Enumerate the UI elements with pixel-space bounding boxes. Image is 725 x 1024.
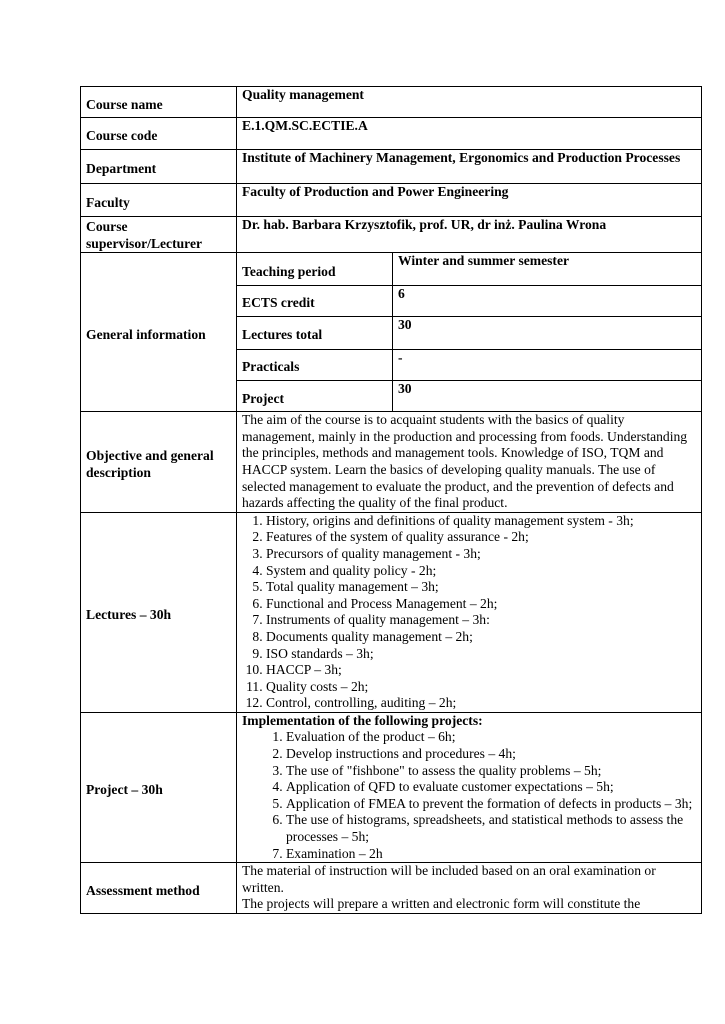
general-row	[237, 349, 701, 380]
row-objective	[81, 412, 702, 513]
project-hours-label: Project	[237, 380, 393, 411]
assessment-text-1: The material of instruction will be included based on an oral examination or written.	[242, 863, 656, 895]
project-heading: Implementation of the following projects:	[242, 712, 483, 728]
general-row	[237, 285, 701, 316]
practicals-value: -	[393, 349, 702, 380]
list-item: 11. Quality costs – 2h;	[266, 679, 696, 696]
row-faculty	[81, 184, 702, 217]
course-name-label: Course name	[81, 87, 237, 118]
general-information-table	[237, 253, 701, 411]
list-item: 6. Functional and Process Management – 2h;	[266, 596, 696, 613]
row-course-name	[81, 87, 702, 118]
general-information-cell	[237, 253, 702, 412]
list-item: 3. Precursors of quality management - 3h;	[266, 546, 696, 563]
practicals-label: Practicals	[237, 349, 393, 380]
ects-credit-value: 6	[393, 285, 702, 316]
list-item: 7. Examination – 2h	[286, 846, 696, 863]
list-item: 2. Features of the system of quality assurance - 2h;	[266, 529, 696, 546]
lectures-total-label: Lectures total	[237, 316, 393, 349]
course-code-label: Course code	[81, 118, 237, 150]
supervisor-value: Dr. hab. Barbara Krzysztofik, prof. UR, dr inż. Paulina Wrona	[237, 217, 702, 253]
general-row	[237, 316, 701, 349]
list-item: 9. ISO standards – 3h;	[266, 646, 696, 663]
row-assessment	[81, 863, 702, 914]
row-course-code	[81, 118, 702, 150]
list-item: 8. Documents quality management – 2h;	[266, 629, 696, 646]
project-list	[242, 729, 696, 862]
lectures-list	[242, 513, 696, 712]
assessment-cell	[237, 863, 702, 914]
lectures-total-value: 30	[393, 316, 702, 349]
assessment-text-2: The projects will prepare a written and electronic form will constitute the	[242, 896, 641, 912]
supervisor-label: Course supervisor/Lecturer	[81, 217, 237, 253]
list-item: 6. The use of histograms, spreadsheets, and statistical methods to assess the processes – 5h;	[286, 812, 696, 845]
lectures-label: Lectures – 30h	[81, 512, 237, 712]
lectures-cell	[237, 512, 702, 712]
list-item: 3. The use of "fishbone" to assess the quality problems – 5h;	[286, 763, 696, 780]
list-item: 4. Application of QFD to evaluate customer expectations – 5h;	[286, 779, 696, 796]
project-cell	[237, 712, 702, 862]
department-value: Institute of Machinery Management, Ergonomics and Production Processes	[237, 150, 702, 184]
objective-label: Objective and general description	[81, 412, 237, 513]
row-supervisor	[81, 217, 702, 253]
list-item: 5. Total quality management – 3h;	[266, 579, 696, 596]
course-code-value: E.1.QM.SC.ECTIE.A	[237, 118, 702, 150]
list-item: 1. Evaluation of the product – 6h;	[286, 729, 696, 746]
faculty-value: Faculty of Production and Power Engineering	[237, 184, 702, 217]
row-lectures	[81, 512, 702, 712]
row-project	[81, 712, 702, 862]
general-information-label: General information	[81, 253, 237, 412]
general-row	[237, 380, 701, 411]
teaching-period-value: Winter and summer semester	[393, 253, 702, 285]
course-name-value: Quality management	[237, 87, 702, 118]
objective-text: The aim of the course is to acquaint students with the basics of quality management, mainly in the production and processing from foods. Understanding the principles, methods and management tools. Knowledge of ISO, TQM and HACCP system. Learn the basics of developing quality manuals. The use of selected management to evaluate the product, and the prevention of defects and hazards affecting the quality of the final product.	[237, 412, 702, 513]
faculty-label: Faculty	[81, 184, 237, 217]
department-label: Department	[81, 150, 237, 184]
row-general-information	[81, 253, 702, 412]
list-item: 5. Application of FMEA to prevent the formation of defects in products – 3h;	[286, 796, 696, 813]
course-syllabus-table	[80, 86, 702, 914]
project-hours-value: 30	[398, 380, 412, 396]
assessment-label: Assessment method	[81, 863, 237, 914]
list-item: 2. Develop instructions and procedures – 4h;	[286, 746, 696, 763]
list-item: 12. Control, controlling, auditing – 2h;	[266, 695, 696, 712]
list-item: 7. Instruments of quality management – 3h:	[266, 612, 696, 629]
list-item: 1. History, origins and definitions of quality management system - 3h;	[266, 513, 696, 530]
ects-credit-label: ECTS credit	[237, 285, 393, 316]
list-item: 10. HACCP – 3h;	[266, 662, 696, 679]
general-row	[237, 253, 701, 285]
list-item: 4. System and quality policy - 2h;	[266, 563, 696, 580]
teaching-period-label: Teaching period	[237, 253, 393, 285]
project-label: Project – 30h	[81, 712, 237, 862]
row-department	[81, 150, 702, 184]
